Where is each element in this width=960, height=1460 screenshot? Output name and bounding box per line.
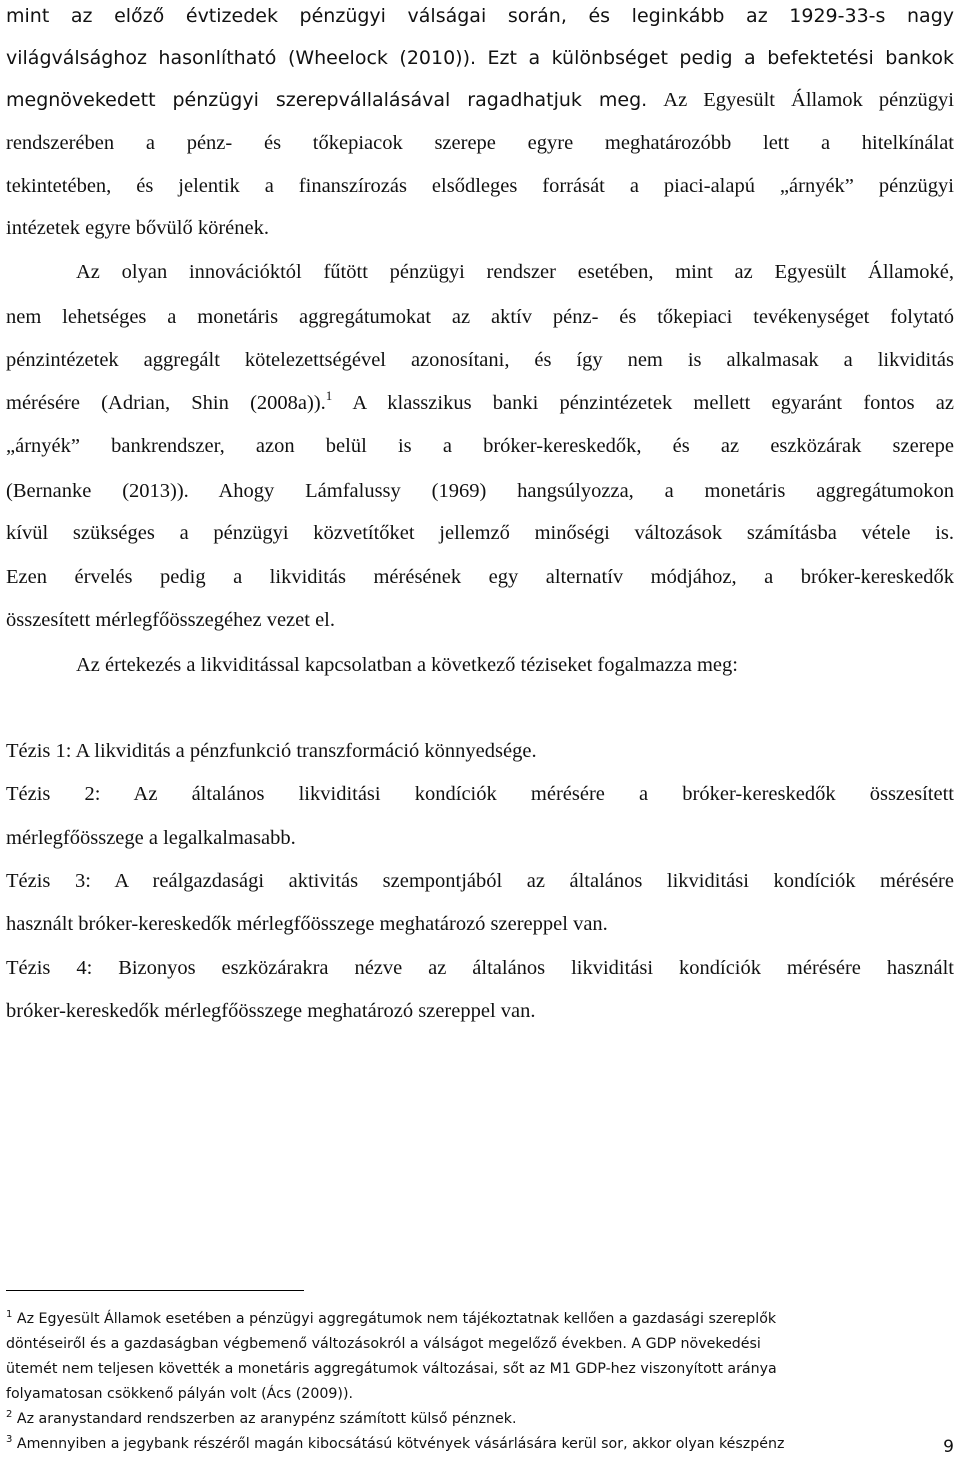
thesis-2-line-1: Tézis 2: Az általános likviditási kondíciók mérésére a bróker-kereskedők összesített [6, 783, 954, 805]
paragraph-2-line-4-part-b: A klasszikus banki pénzintézetek mellett egyaránt fontos az [332, 392, 954, 414]
footnote-1-line-2: döntéseiről és a gazdaságban végbemenő változásokról a válságot megelőző években. A GDP növekedési [6, 1336, 761, 1352]
paragraph-2-line-1: Az olyan innovációktól fűtött pénzügyi rendszer esetében, mint az Egyesült Államoké, [76, 261, 954, 283]
footnote-2-number: 2 [6, 1409, 13, 1420]
thesis-1: Tézis 1: A likviditás a pénzfunkció transzformáció könnyedsége. [6, 740, 537, 762]
paragraph-3-line-1: Az értekezés a likviditással kapcsolatban a következő téziseket fogalmazza meg: [76, 654, 738, 676]
footnote-3-number: 3 [6, 1434, 13, 1445]
footnote-1-line-4: folyamatosan csökkenő pályán volt (Ács (2009)). [6, 1386, 353, 1402]
footnote-2-text: Az aranystandard rendszerben az aranypénz számított külső pénznek. [12, 1411, 517, 1427]
thesis-4-line-2: bróker-kereskedők mérlegfőösszege meghatározó szereppel van. [6, 1000, 536, 1022]
paragraph-2-line-8: Ezen érvelés pedig a likviditás mérésének egy alternatív módjához, a bróker-kereskedők [6, 566, 954, 588]
footnote-ref-1[interactable]: 1 [325, 388, 333, 403]
paragraph-1-line-3-part-a: megnövekedett pénzügyi szerepvállalásával ragadhatjuk meg. [6, 89, 648, 111]
footnote-3 [6, 1434, 936, 1456]
paragraph-2-line-2: nem lehetséges a monetáris aggregátumokat az aktív pénz- és tőkepiaci tevékenységet folytató [6, 306, 954, 328]
paragraph-1-line-2: világválsághoz hasonlítható (Wheelock (2010)). Ezt a különbséget pedig a befektetési bankok [6, 47, 954, 69]
paragraph-2-line-5: „árnyék” bankrendszer, azon belül is a bróker-kereskedők, és az eszközárak szerepe [6, 435, 954, 457]
footnote-1-line-1 [6, 1309, 936, 1331]
thesis-3-line-2: használt bróker-kereskedők mérlegfőösszege meghatározó szereppel van. [6, 913, 608, 935]
paragraph-1-line-4: rendszerében a pénz- és tőkepiacok szerepe egyre meghatározóbb lett a hitelkínálat [6, 132, 954, 154]
footnote-separator [6, 1290, 304, 1291]
thesis-4-line-1: Tézis 4: Bizonyos eszközárakra nézve az általános likviditási kondíciók mérésére használt [6, 957, 954, 979]
footnote-3-text: Amennyiben a jegybank részéről magán kibocsátású kötvények vásárlására kerül sor, akkor olyan készpénz [12, 1436, 785, 1452]
paragraph-1-line-5: tekintetében, és jelentik a finanszírozás elsődleges forrását a piaci-alapú „árnyék” pénzügyi [6, 175, 954, 197]
footnote-1-line-3: ütemét nem teljesen követték a monetáris aggregátumok változásai, sőt az M1 GDP-hez viszonyított aránya [6, 1361, 777, 1377]
thesis-3-line-1: Tézis 3: A reálgazdasági aktivitás szempontjából az általános likviditási kondíciók mérésére [6, 870, 954, 892]
paragraph-1-line-3-part-b: Az Egyesült Államok pénzügyi [663, 89, 954, 111]
paragraph-2-line-4-part-a: mérésére (Adrian, Shin (2008a)). [6, 392, 326, 414]
footnote-1-number: 1 [6, 1309, 13, 1320]
paragraph-2-line-6: (Bernanke (2013)). Ahogy Lámfalussy (1969) hangsúlyozza, a monetáris aggregátumokon [6, 480, 954, 502]
paragraph-2-line-7: kívül szükséges a pénzügyi közvetítőket jellemző minőségi változások számításba vétele is. [6, 522, 954, 544]
paragraph-2-line-9: összesített mérlegfőösszegéhez vezet el. [6, 609, 335, 631]
page-number: 9 [943, 1437, 954, 1457]
paragraph-2-line-4 [6, 389, 954, 419]
footnote-2 [6, 1409, 936, 1431]
footnote-1-text-1: Az Egyesült Államok esetében a pénzügyi aggregátumok nem tájékoztatnak kellően a gazdasági szereplők [12, 1311, 777, 1327]
paragraph-1-line-1: mint az előző évtizedek pénzügyi válságai során, és leginkább az 1929-33-s nagy [6, 5, 954, 27]
thesis-2-line-2: mérlegfőösszege a legalkalmasabb. [6, 827, 296, 849]
paragraph-1-line-6: intézetek egyre bővülő körének. [6, 217, 269, 239]
paragraph-1-line-3 [6, 86, 954, 114]
paragraph-2-line-3: pénzintézetek aggregált kötelezettségével azonosítani, és így nem is alkalmasak a likviditás [6, 349, 954, 371]
